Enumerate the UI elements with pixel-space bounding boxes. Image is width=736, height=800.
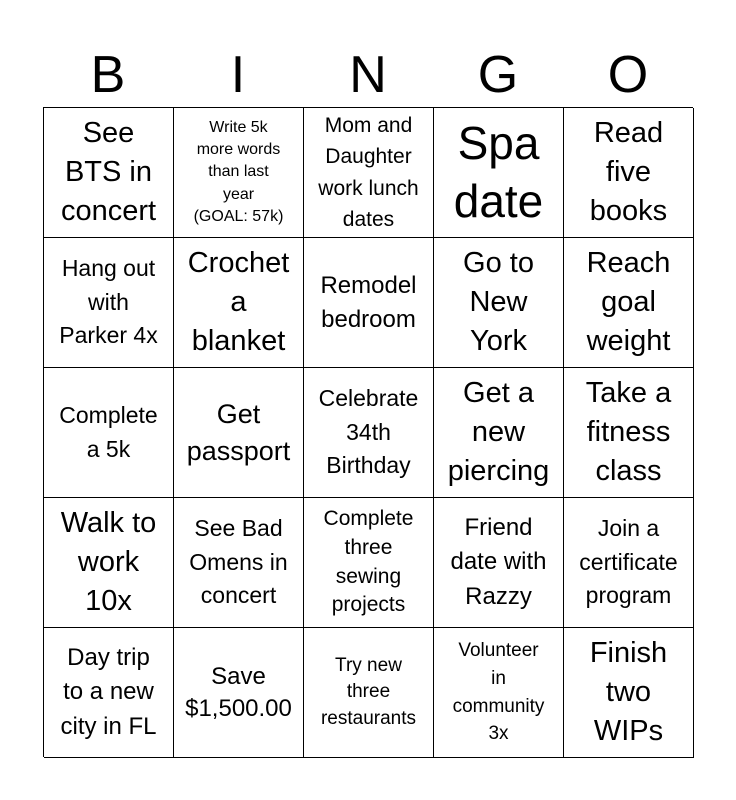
cell-text: Complete a 5k	[59, 402, 158, 462]
bingo-cell[interactable]	[564, 368, 694, 498]
bingo-cell[interactable]	[304, 108, 434, 238]
cell-text: Get passport	[186, 399, 291, 466]
bingo-cell[interactable]	[434, 238, 564, 368]
cell-text: Volunteer in community 3x	[452, 640, 545, 745]
bingo-card	[43, 107, 693, 757]
cell-text: Take a fitness class	[585, 376, 672, 488]
header-letter-b: B	[90, 46, 126, 104]
cell-text: Spa date	[453, 117, 544, 227]
cell-text: Complete three sewing projects	[323, 507, 414, 617]
header-letter-n: N	[349, 46, 387, 104]
header-letter-o: O	[607, 46, 649, 104]
cell-text: Save $1,500.00	[185, 663, 292, 722]
cell-text: Write 5k more words than last year (GOAL: 57k)	[193, 118, 284, 226]
cell-text: Day trip to a new city in FL	[60, 644, 157, 740]
cell-text: Mom and Daughter work lunch dates	[318, 113, 419, 231]
cell-text: Go to New York	[463, 246, 534, 358]
cell-text: Remodel bedroom	[320, 271, 417, 333]
cell-text: Try new three restaurants	[320, 655, 417, 729]
header-letter-g: G	[477, 46, 519, 104]
bingo-cell[interactable]	[304, 498, 434, 628]
bingo-cell[interactable]	[44, 498, 174, 628]
cell-text: Read five books	[589, 116, 668, 228]
bingo-cell[interactable]	[564, 498, 694, 628]
cell-text: See Bad Omens in concert	[189, 515, 288, 609]
cell-text: Hang out with Parker 4x	[59, 255, 158, 349]
cell-text: Friend date with Razzy	[450, 514, 547, 610]
cell-text: Walk to work 10x	[60, 506, 157, 618]
cell-text: Join a certificate program	[579, 515, 678, 609]
header-letter-i: I	[230, 46, 246, 104]
bingo-cell[interactable]	[174, 368, 304, 498]
bingo-cell[interactable]	[174, 628, 304, 758]
bingo-cell[interactable]	[44, 628, 174, 758]
cell-text: Crochet a blanket	[187, 246, 290, 358]
cell-text: Finish two WIPs	[589, 636, 668, 748]
bingo-cell[interactable]	[44, 238, 174, 368]
bingo-cell[interactable]	[434, 368, 564, 498]
cell-text: Get a new piercing	[447, 376, 550, 488]
bingo-cell[interactable]	[44, 108, 174, 238]
bingo-cell[interactable]	[434, 498, 564, 628]
bingo-cell[interactable]	[304, 368, 434, 498]
bingo-cell[interactable]	[434, 628, 564, 758]
bingo-cell[interactable]	[304, 238, 434, 368]
bingo-header	[43, 44, 693, 106]
bingo-cell[interactable]	[174, 238, 304, 368]
bingo-cell[interactable]	[44, 368, 174, 498]
cell-text: Celebrate 34th Birthday	[318, 385, 419, 479]
bingo-cell[interactable]	[304, 628, 434, 758]
cell-text: Reach goal weight	[586, 246, 671, 358]
bingo-cell[interactable]	[174, 498, 304, 628]
bingo-cell[interactable]	[564, 238, 694, 368]
bingo-cell[interactable]	[434, 108, 564, 238]
bingo-cell[interactable]	[564, 628, 694, 758]
bingo-cell[interactable]	[174, 108, 304, 238]
bingo-cell[interactable]	[564, 108, 694, 238]
cell-text: See BTS in concert	[60, 116, 157, 228]
